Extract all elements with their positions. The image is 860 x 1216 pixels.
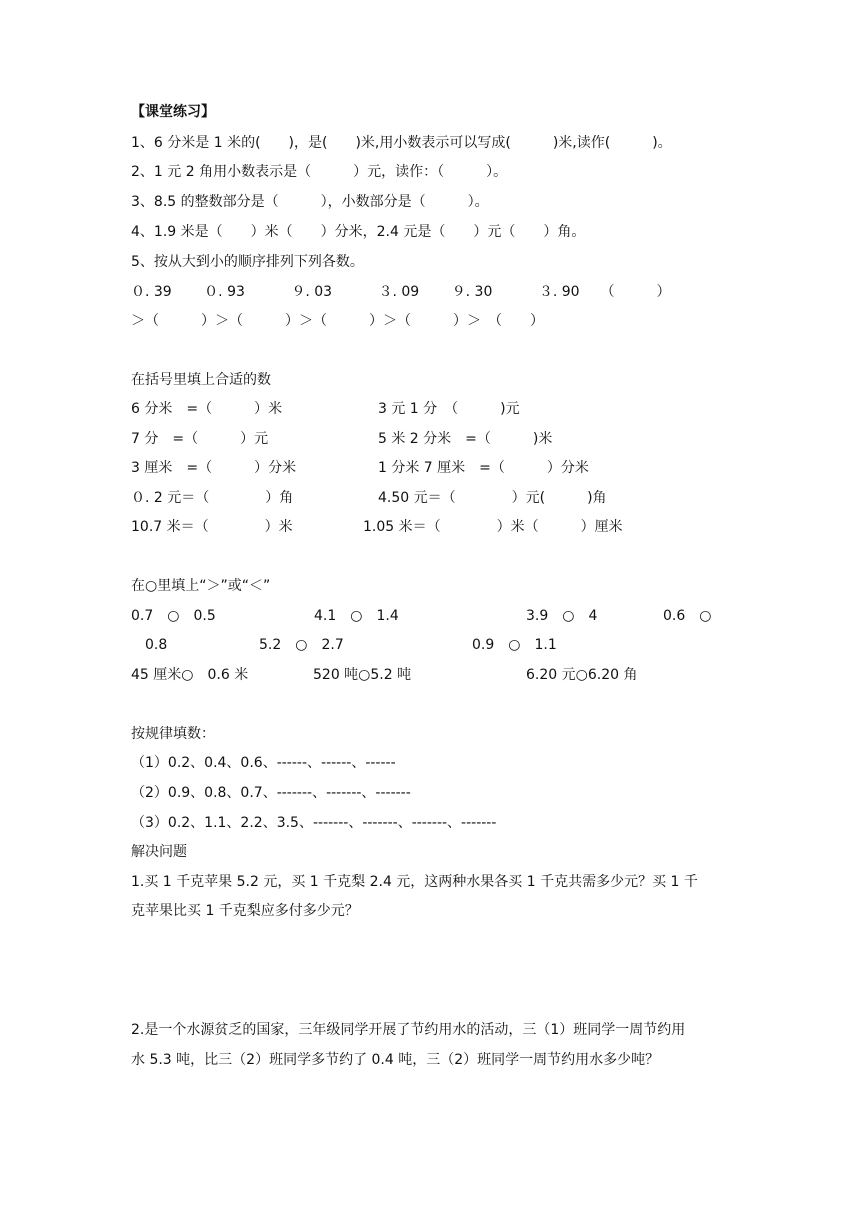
fill-row-2-left: 7 分 =（ ）元 [131, 431, 269, 447]
compare-item-a: 0.7 ○ 0.5 [131, 608, 216, 624]
practice-question-4: 4、1.9 米是（ ）米（ ）分米，2.4 元是（ ）元（ ）角。 [131, 224, 586, 240]
fill-row-3-left: 3 厘米 =（ ）分米 [131, 460, 297, 476]
word-problem-1-line-2: 克苹果比买 1 千克梨应多付多少元？ [131, 903, 359, 919]
compare-item-d-continued: 0.8 [145, 637, 168, 653]
compare-item-h: 520 吨○5.2 吨 [313, 667, 412, 683]
practice-question-5-numbers: ０. 39 ０. 93 ９. 03 ３. 09 ９. 30 ３. 90 （ ） [131, 284, 671, 300]
compare-item-i: 6.20 元○6.20 角 [526, 667, 638, 683]
pattern-1: （1）0.2、0.4、0.6、------、------、------ [131, 755, 396, 771]
practice-question-1: 1、6 分米是 1 米的( )，是( )米,用小数表示可以写成( )米,读作( )。 [131, 135, 672, 151]
classroom-practice-heading: 【课堂练习】 [131, 104, 215, 120]
compare-item-f: 0.9 ○ 1.1 [472, 637, 557, 653]
compare-item-c: 3.9 ○ 4 [526, 608, 598, 624]
fill-row-1-right: 3 元 1 分 （ )元 [378, 401, 520, 417]
practice-question-2: 2、1 元 2 角用小数表示是（ ）元，读作：（ ）。 [131, 164, 508, 180]
practice-question-5: 5、按从大到小的顺序排列下列各数。 [131, 254, 364, 270]
fill-row-4-right: 4.50 元＝（ ）元( )角 [378, 490, 607, 506]
practice-question-3: 3、8.5 的整数部分是（ ），小数部分是（ ）。 [131, 194, 489, 210]
practice-question-5-order: ＞（ ）＞（ ）＞（ ）＞（ ）＞ （ ） [131, 313, 544, 329]
fill-row-1-left: 6 分米 =（ ）米 [131, 401, 283, 417]
fill-row-4-left: ０. 2 元＝（ ）角 [131, 490, 294, 506]
compare-item-e: 5.2 ○ 2.7 [259, 637, 344, 653]
compare-heading: 在○里填上“＞”或“＜” [131, 578, 271, 594]
fill-brackets-heading: 在括号里填上合适的数 [131, 372, 271, 388]
compare-item-g: 45 厘米○ 0.6 米 [131, 667, 249, 683]
compare-item-b: 4.1 ○ 1.4 [314, 608, 399, 624]
word-problems-heading: 解决问题 [131, 844, 187, 860]
fill-row-5-right: 1.05 米＝（ ）米（ ）厘米 [363, 519, 623, 535]
pattern-heading: 按规律填数： [131, 726, 215, 742]
fill-row-2-right: 5 米 2 分米 =（ )米 [378, 431, 553, 447]
fill-row-5-left: 10.7 米＝（ ）米 [131, 519, 293, 535]
pattern-2: （2）0.9、0.8、0.7、-------、-------、------- [131, 785, 411, 801]
compare-item-d: 0.6 ○ [663, 608, 712, 624]
word-problem-1-line-1: 1.买 1 千克苹果 5.2 元，买 1 千克梨 2.4 元，这两种水果各买 1 千克共需多少元？买 1 千 [131, 874, 698, 890]
fill-row-3-right: 1 分米 7 厘米 =（ ）分米 [378, 460, 589, 476]
word-problem-2-line-1: 2.是一个水源贫乏的国家，三年级同学开展了节约用水的活动，三（1）班同学一周节约用 [131, 1022, 686, 1038]
pattern-3: （3）0.2、1.1、2.2、3.5、-------、-------、-------、------- [131, 815, 497, 831]
word-problem-2-line-2: 水 5.3 吨，比三（2）班同学多节约了 0.4 吨，三（2）班同学一周节约用水多少吨？ [131, 1052, 660, 1068]
